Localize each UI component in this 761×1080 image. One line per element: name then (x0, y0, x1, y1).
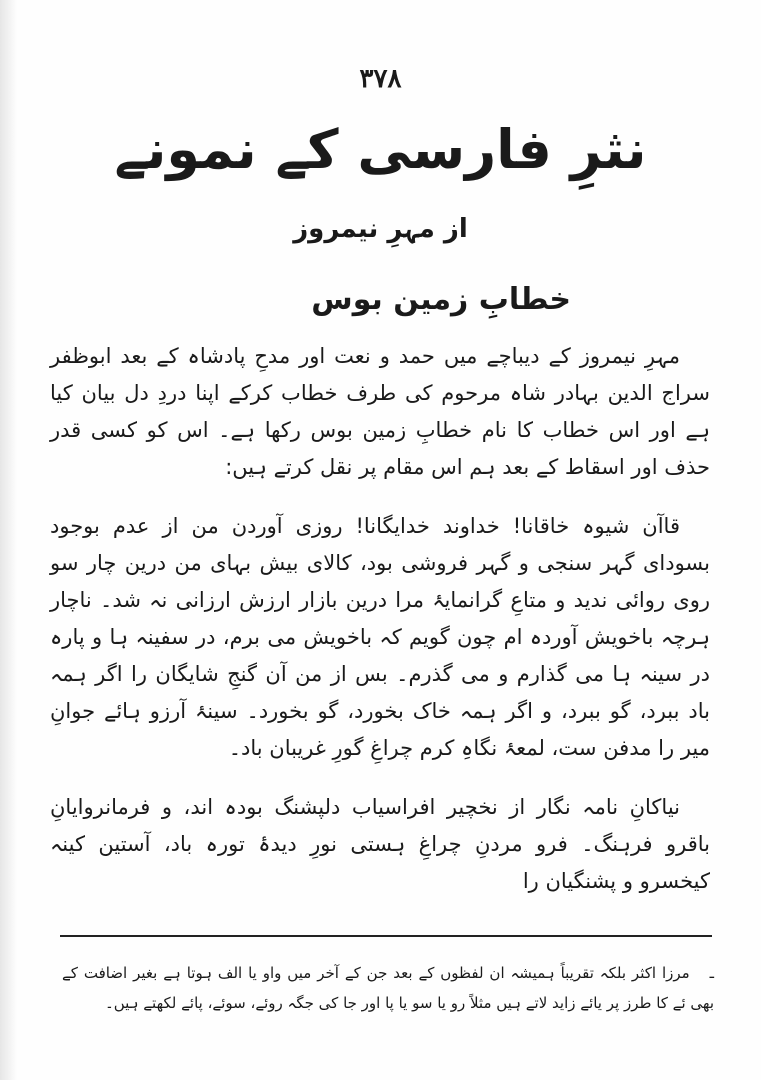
page-subtitle: از مہرِ نیمروز (293, 214, 468, 244)
section-heading: خطابِ زمین بوس (311, 282, 571, 317)
footnote-text: مرزا اکثر بلکہ تقریباً ہمیشہ ان لفظوں کے بعد جن کے آخر میں واو یا الف ہوتا ہے بغیر اضافت کے بھی ئے کا طرز پر یائے زاید لاتے ہیں مثلاً رو یا سو یا پا اور جا کی جگہ روئے، سوئے، پائے لکھتے ہیں۔ (62, 964, 714, 1012)
paragraph-persian-continuation: نیاکانِ نامہ نگار از نخچیر افراسیاب دلپشنگ بودہ اند، و فرمانروایانِ باقرو فرہنگ۔ فرو مردنِ چراغِ ہستی نورِ دیدۂ تورہ باد، آستین کینہ کیخسرو و پشنگیان را (50, 795, 710, 893)
body-text (50, 338, 710, 900)
paragraph-intro: مہرِ نیمروز کے دیباچے میں حمد و نعت اور مدحِ پادشاہ کے بعد ابوظفر سراج الدین بہادر شاہ مرحوم کی طرف خطاب کرکے اپنا دردِ دل بیان کیا ہے اور اس خطاب کا نام خطابِ زمین بوس رکھا ہے۔ اس کو کسی قدر حذف اور اسقاط کے بعد ہم اس مقام پر نقل کرتے ہیں: (50, 344, 710, 479)
footnote-divider (60, 935, 712, 937)
page-number: ۳۷۸ (359, 64, 402, 94)
page-title: نثرِ فارسی کے نمونے (114, 118, 647, 181)
footnote (62, 958, 714, 1018)
footnote-marker: ـ (709, 964, 714, 982)
paragraph-persian-quote: قاآن شیوہ خاقانا! خداوند خدایگانا! روزی آوردن من از عدم بوجود بسودای گہر سنجی و گہر فروشی بود، کالای بیش بہای من درین چار سو روی روائی ندید و متاعِ گرانمایۂ مرا درین بازار ارزش ارزانی نہ شد۔ ناچار ہرچہ باخویش آوردہ ام چون گویم کہ باخویش می برم، در سفینہ ہا و پارہ در سینہ ہا می گذارم و می گذرم۔ بس از من آن گنجِ شایگان را اگر ہمہ باد ببرد، گو ببرد، و اگر ہمہ خاک بخورد، گو بخورد۔ سینۂ آرزو ہائے جوانِ میر را مدفن ست، لمعۂ نگاہِ کرم چراغِ گورِ غریبان باد۔ (50, 514, 710, 760)
